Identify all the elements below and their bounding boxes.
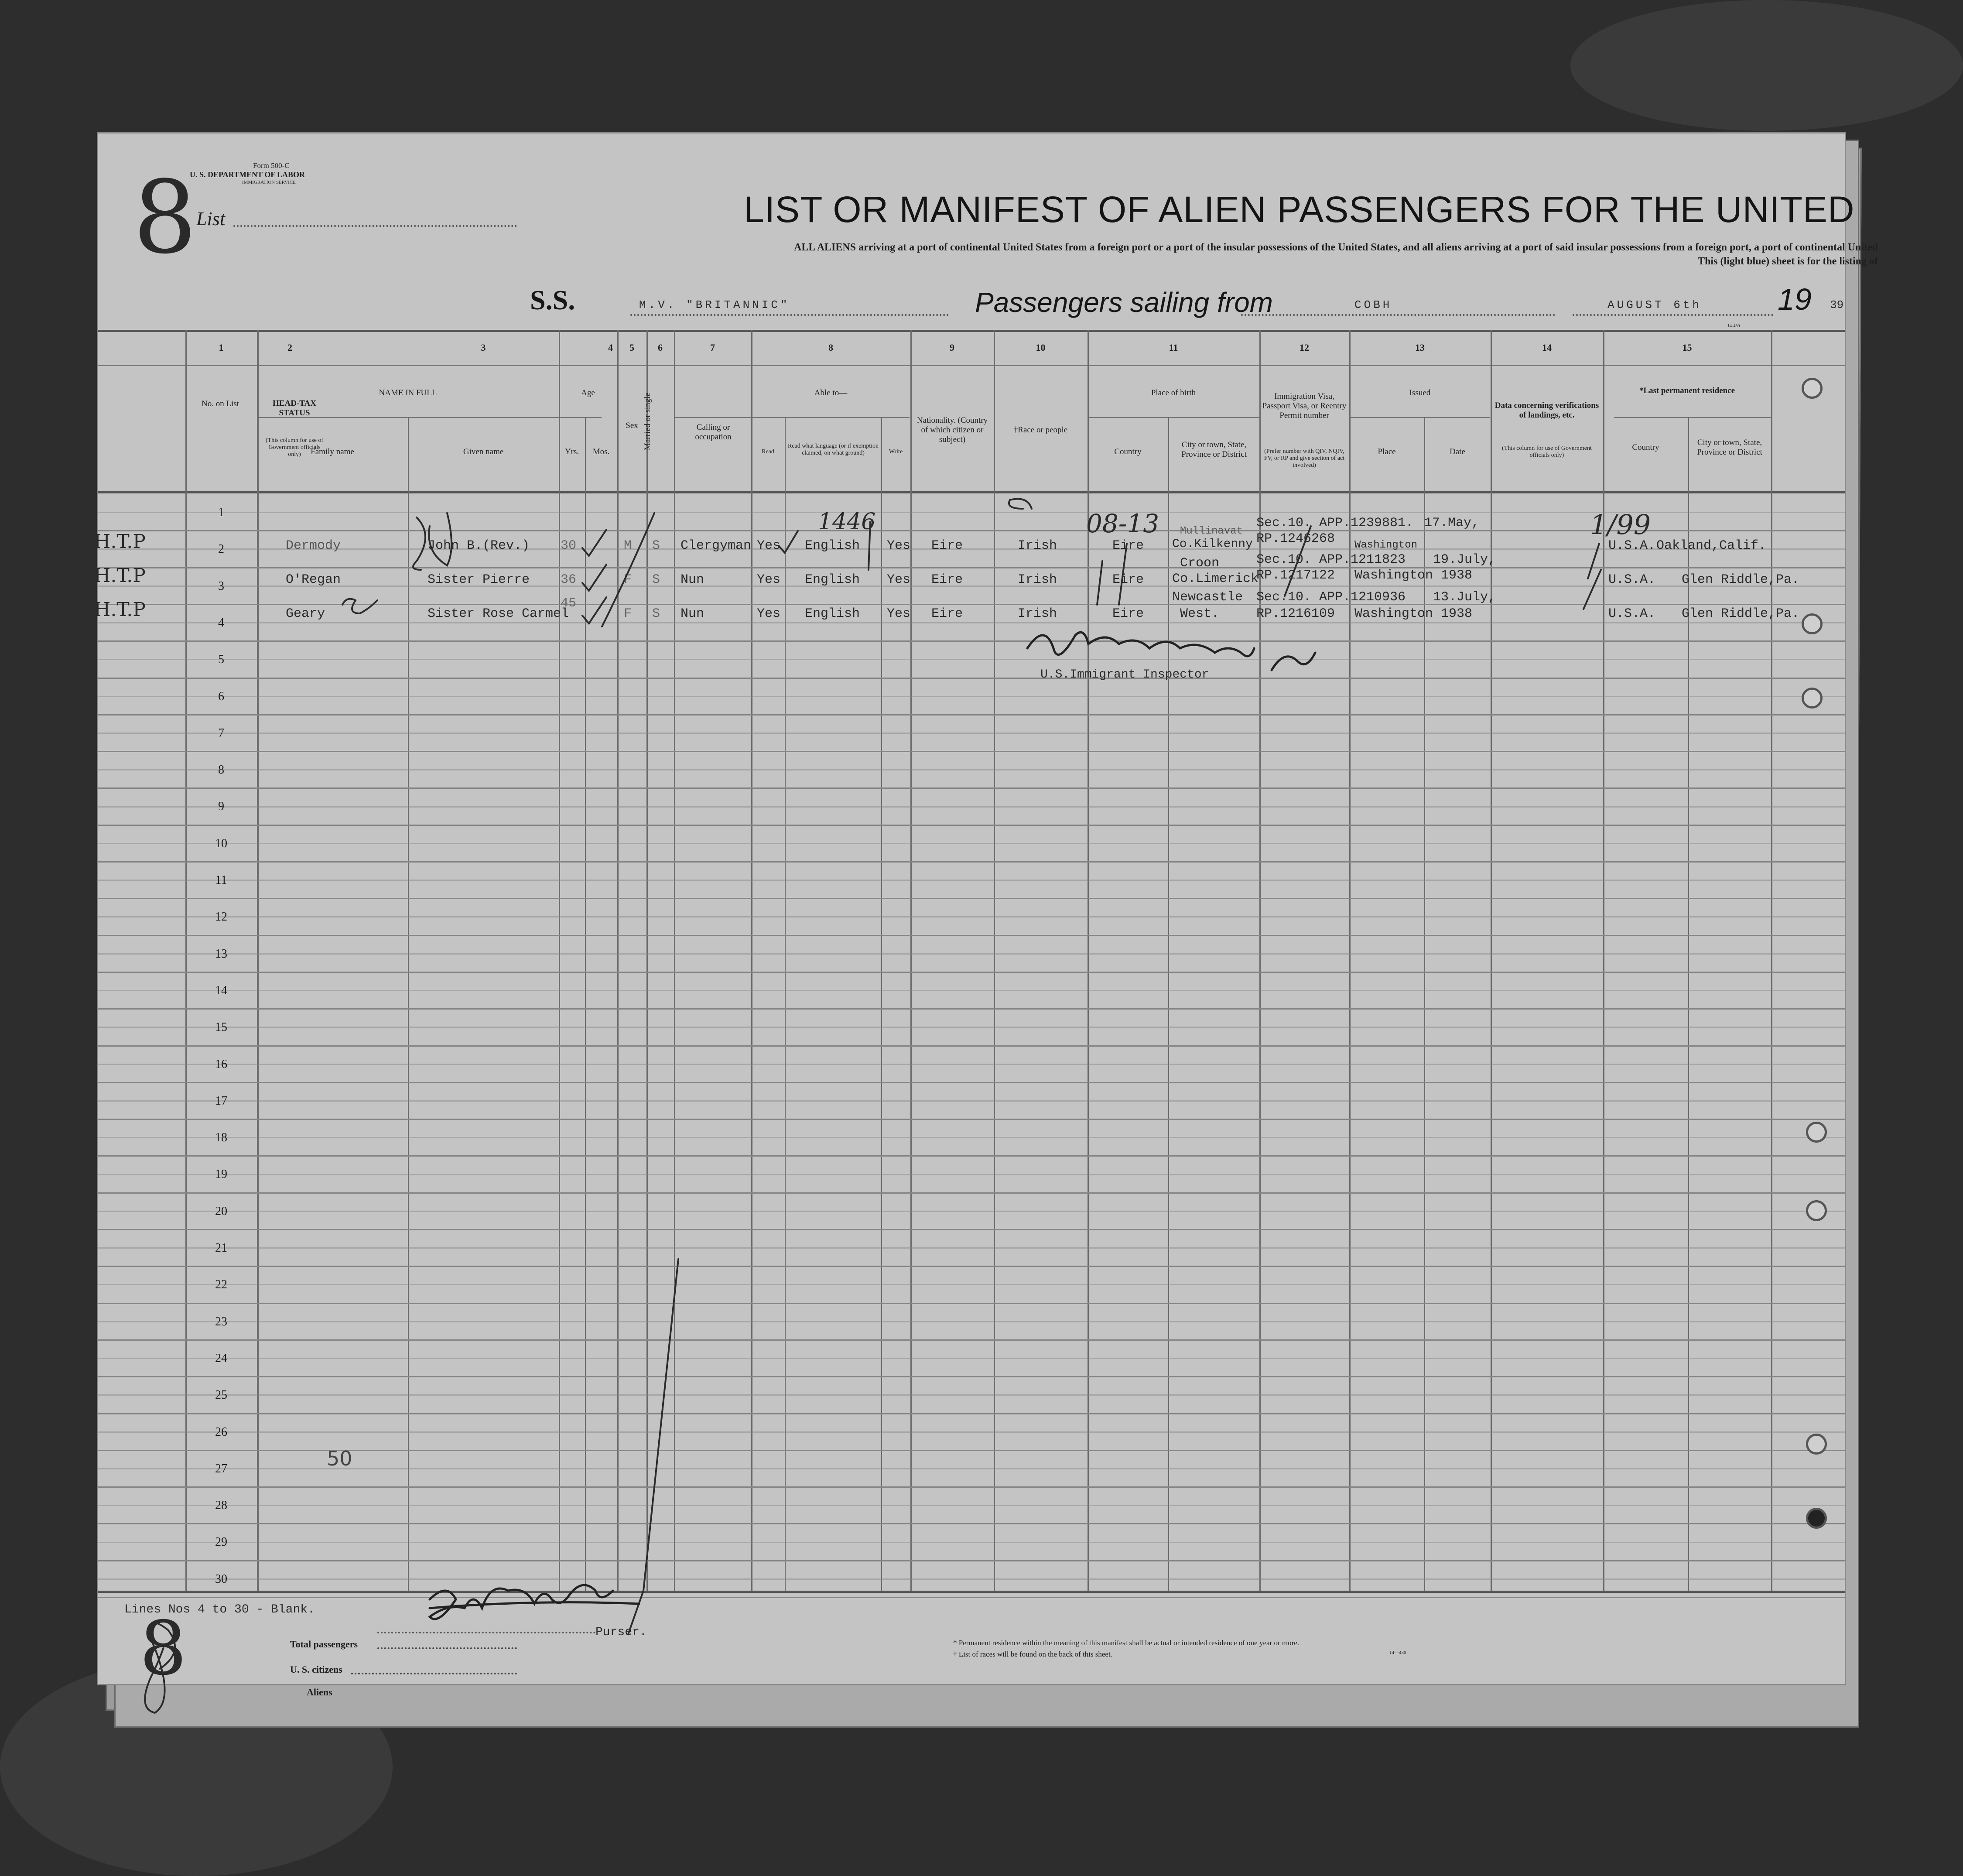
binder-hole — [1802, 613, 1823, 634]
year-prefix: 19 — [1778, 282, 1812, 316]
header-issue-place: Place — [1378, 447, 1396, 457]
sex: F — [624, 606, 632, 621]
residence-country: U.S.A. — [1608, 572, 1656, 587]
can-write: Yes — [887, 538, 911, 553]
nationality: Eire — [931, 606, 963, 621]
header-name-in-full: NAME IN FULL — [379, 388, 437, 398]
us-citizens-dots — [351, 1673, 517, 1674]
col-num: 15 — [1682, 342, 1692, 353]
header-calling: Calling or occupation — [695, 423, 732, 442]
row-number: 28 — [215, 1499, 227, 1513]
birth-country: Eire — [1112, 538, 1144, 553]
handwritten-code: 08-13 — [1086, 509, 1159, 538]
row-number: 12 — [215, 910, 227, 924]
binder-hole — [1806, 1434, 1827, 1455]
handwritten-code: 1/99 — [1590, 509, 1651, 541]
row-number: 7 — [218, 726, 224, 740]
col-num: 8 — [828, 342, 833, 353]
col-num: 10 — [1036, 342, 1046, 353]
col-num: 4 — [608, 342, 613, 353]
col-num: 11 — [1169, 342, 1178, 353]
visa-line-1: Sec.10. APP.1210936 — [1256, 590, 1406, 605]
issue-place: Washington 1938 — [1354, 606, 1473, 621]
birth-city-line-1: Croon — [1180, 556, 1220, 571]
checkmark-stroke — [602, 513, 654, 626]
department: U. S. DEPARTMENT OF LABOR — [190, 170, 305, 179]
row-number: 22 — [215, 1278, 227, 1292]
header-head-tax: HEAD-TAX STATUS — [273, 399, 316, 418]
sailing-label: Passengers sailing from — [975, 287, 1273, 318]
total-passengers-dots — [377, 1647, 517, 1649]
row-number: 8 — [218, 763, 224, 777]
birth-city-line-2: West. — [1180, 606, 1220, 621]
visa-line-2: RP.1216109 — [1256, 606, 1335, 621]
birth-city-line-2: Co.Kilkenny — [1172, 537, 1253, 551]
footer-code: 14—430 — [1389, 1650, 1406, 1655]
aliens-label: Aliens — [307, 1687, 332, 1698]
can-read: Yes — [757, 538, 781, 553]
stroke-line — [628, 1259, 678, 1634]
col-num: 9 — [950, 342, 954, 353]
purser-line — [377, 1632, 595, 1633]
row-number: 30 — [215, 1572, 227, 1586]
calling: Nun — [681, 572, 704, 587]
checkmark-stroke — [582, 565, 606, 591]
header-write: Write — [889, 448, 903, 455]
header-read-language: Read what language (or if exemption claimed, on what ground) — [788, 442, 879, 456]
header-issue-date: Date — [1450, 447, 1465, 457]
issue-date: 13.July, — [1433, 590, 1496, 605]
issue-place: Washington 1938 — [1354, 568, 1473, 583]
purser-signature — [430, 1585, 639, 1619]
binder-hole — [1806, 1200, 1827, 1221]
htp-mark: H.T.P — [94, 599, 146, 621]
language: English — [805, 572, 860, 587]
checkmark-stroke — [779, 531, 798, 553]
row-number: 1 — [218, 506, 224, 519]
age: 45 — [561, 596, 577, 611]
subtitle-line-1: ALL ALIENS arriving at a port of continental United States from a foreign port or a port of the insular possessions of the United States, and all aliens arriving at a port of said insular possessions from a foreign port, a port of continental United — [794, 242, 1878, 253]
can-read: Yes — [757, 572, 781, 587]
marital-status: S — [652, 538, 660, 553]
purser-label: Purser. — [595, 1626, 647, 1639]
birth-city-line-1: Newcastle — [1172, 590, 1243, 605]
row-number: 24 — [215, 1351, 227, 1365]
sex: F — [624, 572, 632, 587]
row-number: 18 — [215, 1131, 227, 1145]
scribble-stroke — [429, 513, 451, 565]
port: COBH — [1354, 298, 1392, 312]
year-suffix: 39 — [1830, 298, 1844, 312]
row-number: 13 — [215, 947, 227, 961]
race: Irish — [1018, 606, 1057, 621]
language: English — [805, 538, 860, 553]
issue-date: 17.May, — [1424, 516, 1480, 531]
issue-place: Washington — [1354, 539, 1418, 551]
birth-city-line-2: Co.Limerick — [1172, 572, 1259, 586]
visa-line-1: Sec.10. APP.1239881. — [1256, 516, 1414, 531]
ship-name: M.V. "BRITANNIC" — [639, 298, 790, 312]
binder-hole — [1802, 378, 1823, 399]
calling: Nun — [681, 606, 704, 621]
tick-stroke — [1583, 570, 1601, 609]
given-name: John B.(Rev.) — [427, 538, 530, 553]
row-number: 19 — [215, 1167, 227, 1181]
row-number: 15 — [215, 1020, 227, 1034]
row-number: 21 — [215, 1241, 227, 1255]
row-number: 2 — [218, 542, 224, 556]
race: Irish — [1018, 538, 1057, 553]
row-number: 4 — [218, 616, 224, 630]
col-num: 2 — [287, 342, 292, 353]
scribble-stroke — [413, 517, 425, 570]
row-number: 11 — [215, 873, 227, 887]
birth-country: Eire — [1112, 572, 1144, 587]
subtitle-line-2: This (light blue) sheet is for the listing of — [1698, 256, 1878, 267]
row-number: 10 — [215, 836, 227, 850]
row-number: 6 — [218, 689, 224, 703]
header-yrs: Yrs. — [564, 447, 579, 457]
birth-country: Eire — [1112, 606, 1144, 621]
row-number: 27 — [215, 1462, 227, 1475]
header-birth-city: City or town, State, Province or District — [1181, 440, 1247, 459]
calling: Clergyman — [681, 538, 752, 553]
header-res-country: Country — [1632, 443, 1659, 452]
ship-prefix: S.S. — [530, 284, 575, 315]
given-name: Sister Pierre — [427, 572, 530, 587]
row-number: 14 — [215, 983, 227, 997]
row-number: 25 — [215, 1388, 227, 1402]
bottom-number: 8 — [140, 1606, 187, 1692]
family-name: Dermody — [286, 538, 341, 553]
tick-stroke — [1285, 526, 1311, 596]
header-res-city: City or town, State, Province or District — [1697, 438, 1762, 457]
header-race: †Race or people — [1013, 425, 1068, 435]
visa-line-2: RP.1246268 — [1256, 531, 1335, 546]
age: 36 — [561, 572, 577, 587]
footnote-2: † List of races will be found on the back of this sheet. — [953, 1650, 1112, 1658]
col-num: 7 — [710, 342, 715, 353]
header-sex: Sex — [626, 421, 638, 431]
row-number: 20 — [215, 1204, 227, 1218]
header-birth-country: Country — [1114, 447, 1142, 457]
footnote-1: * Permanent residence within the meaning of this manifest shall be actual or intended residence of one year or more. — [953, 1639, 1300, 1647]
header-verifications-note: (This column for use of Government officials only) — [1502, 445, 1592, 459]
visa-line-1: Sec.10. APP.1211823 — [1256, 552, 1406, 567]
header-able-to: Able to— — [814, 388, 848, 398]
manifest-title: LIST OR MANIFEST OF ALIEN PASSENGERS FOR THE UNITED — [744, 189, 1855, 230]
given-name: Sister Rose Carmel — [427, 606, 569, 621]
tick-stroke — [1119, 544, 1127, 605]
scribble-stroke — [342, 599, 377, 613]
date: AUGUST 6th — [1607, 298, 1702, 312]
col-num: 6 — [658, 342, 663, 353]
col-num: 13 — [1415, 342, 1425, 353]
residence-city: Oakland,Calif. — [1656, 538, 1767, 553]
row-number: 9 — [218, 800, 224, 814]
col-num: 1 — [219, 342, 224, 353]
header-place-of-birth: Place of birth — [1151, 388, 1196, 398]
visa-line-2: RP.1217122 — [1256, 568, 1335, 583]
corner-code: 14-430 — [1727, 324, 1740, 329]
language: English — [805, 606, 860, 621]
header-visa-note: (Prefer number with QIV, NQIV, FV, or RP and give section of act involved) — [1264, 448, 1345, 469]
row-number: 23 — [215, 1315, 227, 1328]
list-label: List — [196, 208, 226, 229]
header-visa: Immigration Visa, Passport Visa, or Reentry Permit number — [1262, 392, 1347, 420]
manifest-sheet — [94, 132, 1878, 1698]
race: Irish — [1018, 572, 1057, 587]
background-blot — [1570, 0, 1963, 131]
issue-date: 19.July, — [1433, 552, 1496, 567]
tick-stroke — [1097, 561, 1102, 605]
col-num: 3 — [481, 342, 486, 353]
row-number: 3 — [218, 579, 224, 593]
can-write: Yes — [887, 572, 911, 587]
tick-stroke — [869, 522, 870, 570]
nationality: Eire — [931, 572, 963, 587]
col-num: 14 — [1542, 342, 1552, 353]
binder-hole — [1802, 688, 1823, 709]
header-married: Married or single — [643, 393, 653, 450]
marital-status: S — [652, 606, 660, 621]
nationality: Eire — [931, 538, 963, 553]
checkmark-stroke — [582, 530, 606, 556]
us-citizens-label: U. S. citizens — [290, 1664, 342, 1675]
sex: M — [624, 538, 632, 553]
header-given-name: Given name — [463, 447, 504, 457]
marital-status: S — [652, 572, 660, 587]
row-number: 29 — [215, 1535, 227, 1549]
row-number: 26 — [215, 1425, 227, 1439]
htp-mark: H.T.P — [94, 531, 146, 553]
col-num: 5 — [629, 342, 634, 353]
stamp-number: 50 — [327, 1447, 352, 1470]
header-last-residence: *Last permanent residence — [1639, 386, 1735, 396]
residence-city: Glen Riddle,Pa. — [1682, 606, 1800, 621]
header-nationality: Nationality. (Country of which citizen or subject) — [917, 416, 988, 444]
total-passengers-label: Total passengers — [290, 1639, 358, 1650]
list-number: 8 — [133, 160, 197, 276]
header-verifications: Data concerning verifications of landings, etc. — [1494, 401, 1599, 420]
residence-city: Glen Riddle,Pa. — [1682, 572, 1800, 587]
header-issued: Issued — [1409, 388, 1431, 398]
can-write: Yes — [887, 606, 911, 621]
row-number: 5 — [218, 653, 224, 667]
col-num: 12 — [1300, 342, 1309, 353]
header-head-tax-note: (This column for use of Government officials only) — [265, 437, 324, 458]
service: IMMIGRATION SERVICE — [242, 180, 296, 185]
blank-lines-note: Lines Nos 4 to 30 - Blank. — [124, 1603, 315, 1616]
residence-country: U.S.A. — [1608, 538, 1656, 553]
tick-stroke — [1588, 544, 1599, 579]
binder-hole — [1806, 1122, 1827, 1143]
family-name: O'Regan — [286, 572, 341, 587]
checkmark-stroke — [582, 597, 606, 623]
handwriting-strokes — [98, 134, 1847, 1687]
header-read: Read — [762, 448, 774, 455]
row-number: 16 — [215, 1057, 227, 1071]
header-age: Age — [581, 388, 595, 398]
row-number: 17 — [215, 1094, 227, 1108]
birth-city-line-1: Mullinavat — [1180, 525, 1243, 537]
inspector-label: U.S.Immigrant Inspector — [1040, 668, 1209, 681]
header-no-on-list: No. on List — [201, 399, 239, 409]
header-family-name: Family name — [311, 447, 354, 457]
age: 30 — [561, 538, 577, 553]
residence-country: U.S.A. — [1608, 606, 1656, 621]
can-read: Yes — [757, 606, 781, 621]
inspector-signature — [1027, 632, 1315, 670]
header-mos: Mos. — [592, 447, 610, 457]
scribble-stroke — [1009, 499, 1032, 509]
handwritten-code: 1446 — [818, 509, 876, 535]
htp-mark: H.T.P — [94, 565, 146, 587]
form-number: Form 500-C — [253, 161, 290, 170]
binder-hole — [1806, 1508, 1827, 1529]
family-name: Geary — [286, 606, 325, 621]
